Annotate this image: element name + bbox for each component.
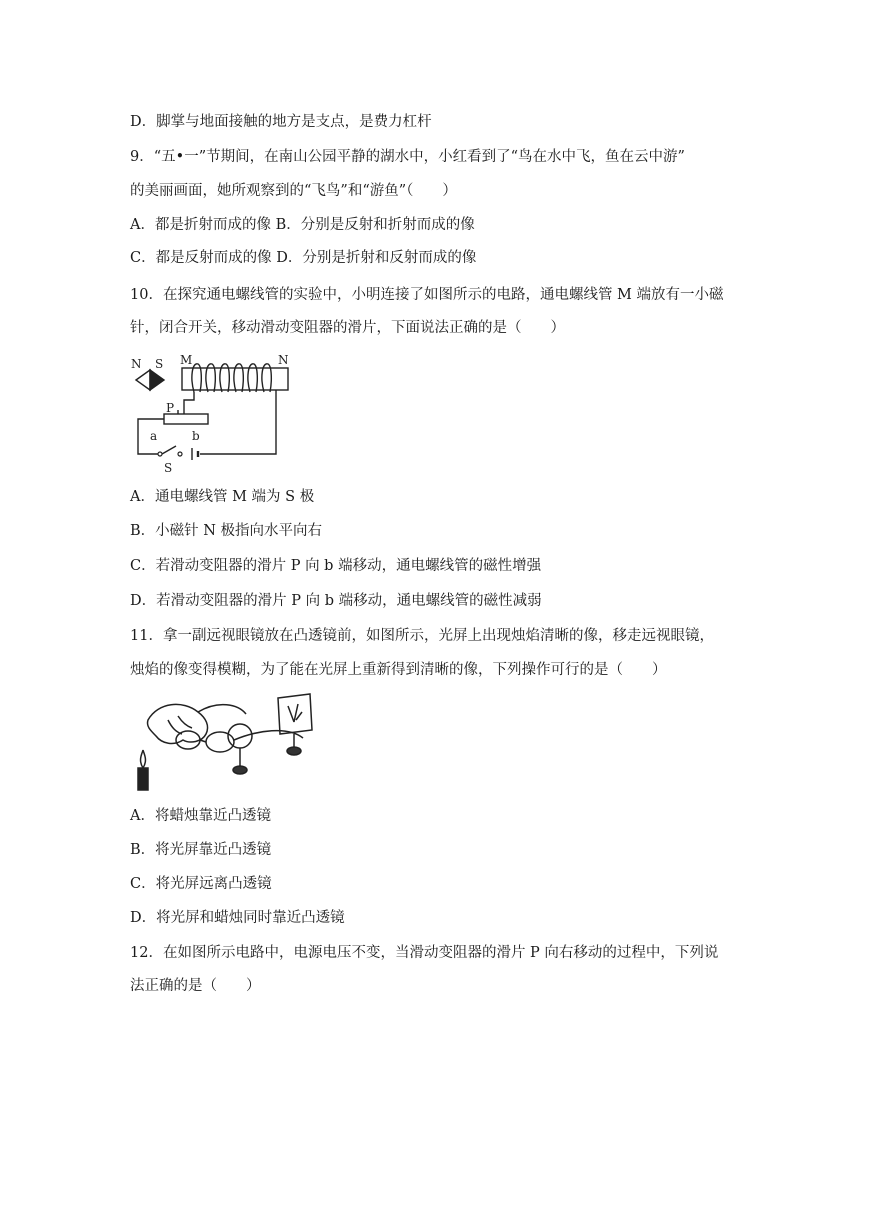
rheostat [164,414,208,424]
q11-option-b: B．将光屏靠近凸透镜 [130,842,272,858]
compass-needle-n [136,370,150,390]
q10-stem-line2: 针，闭合开关，移动滑动变阻器的滑片，下面说法正确的是（ ） [130,320,565,336]
label-compass-s: S [155,357,164,371]
label-a: a [150,429,158,443]
q11-stem-line1: 11．拿一副远视眼镜放在凸透镜前，如图所示，光屏上出现烛焰清晰的像，移走远视眼镜， [130,628,714,644]
solenoid-circuit-figure [128,352,296,476]
q12-stem-line2: 法正确的是（ ） [130,978,261,994]
q9-stem-line2: 的美丽画面，她所观察到的“飞鸟”和“游鱼”（ ） [130,183,457,199]
q10-option-d: D．若滑动变阻器的滑片 P 向 b 端移动，通电螺线管的磁性减弱 [130,593,542,609]
q11-stem-line2: 烛焰的像变得模糊，为了能在光屏上重新得到清晰的像，下列操作可行的是（ ） [130,662,667,678]
glasses-arm [198,705,303,740]
candle-flame [141,750,146,768]
glasses-right-lens [176,731,200,749]
q11-option-c: C．将光屏远离凸透镜 [130,876,272,892]
label-m: M [180,353,193,367]
label-b: b [192,429,200,443]
q9-options-line1: A．都是折射而成的像 B．分别是反射和折射而成的像 [130,217,475,233]
lens-base [233,766,247,774]
glasses-bridge [200,740,206,742]
compass-needle-s [150,370,164,390]
label-switch: S [164,461,173,475]
q10-option-b: B．小磁针 N 极指向水平向右 [130,523,323,539]
lens-candle-figure [128,690,333,795]
light-screen [278,694,312,734]
q10-option-c: C．若滑动变阻器的滑片 P 向 b 端移动，通电螺线管的磁性增强 [130,558,542,574]
screen-image [288,704,302,722]
label-compass-n: N [131,357,142,371]
q11-option-a: A．将蜡烛靠近凸透镜 [130,808,271,824]
switch-pivot [158,452,162,456]
screen-base [287,747,301,755]
q9-stem-line1: 9．“五•一”节期间，在南山公园平静的湖水中，小红看到了“鸟在水中飞，鱼在云中游” [130,149,685,165]
q12-stem-line1: 12．在如图所示电路中，电源电压不变，当滑动变阻器的滑片 P 向右移动的过程中，下列说 [130,945,719,961]
q9-options-line2: C．都是反射而成的像 D．分别是折射和反射而成的像 [130,250,477,266]
switch-contact [178,452,182,456]
hand-outline [147,704,207,743]
q8-option-d: D．脚掌与地面接触的地方是支点，是费力杠杆 [130,114,432,130]
q10-option-a: A．通电螺线管 M 端为 S 极 [130,489,315,505]
q11-option-d: D．将光屏和蜡烛同时靠近凸透镜 [130,910,345,926]
label-p: P [166,401,175,415]
candle-body [138,768,148,790]
wire-right [200,390,276,454]
q10-stem-line1: 10．在探究通电螺线管的实验中，小明连接了如图所示的电路，通电螺线管 M 端放有一小磁 [130,287,724,303]
label-n-right: N [278,353,289,367]
switch-blade [162,446,176,454]
wire-left [184,392,194,414]
